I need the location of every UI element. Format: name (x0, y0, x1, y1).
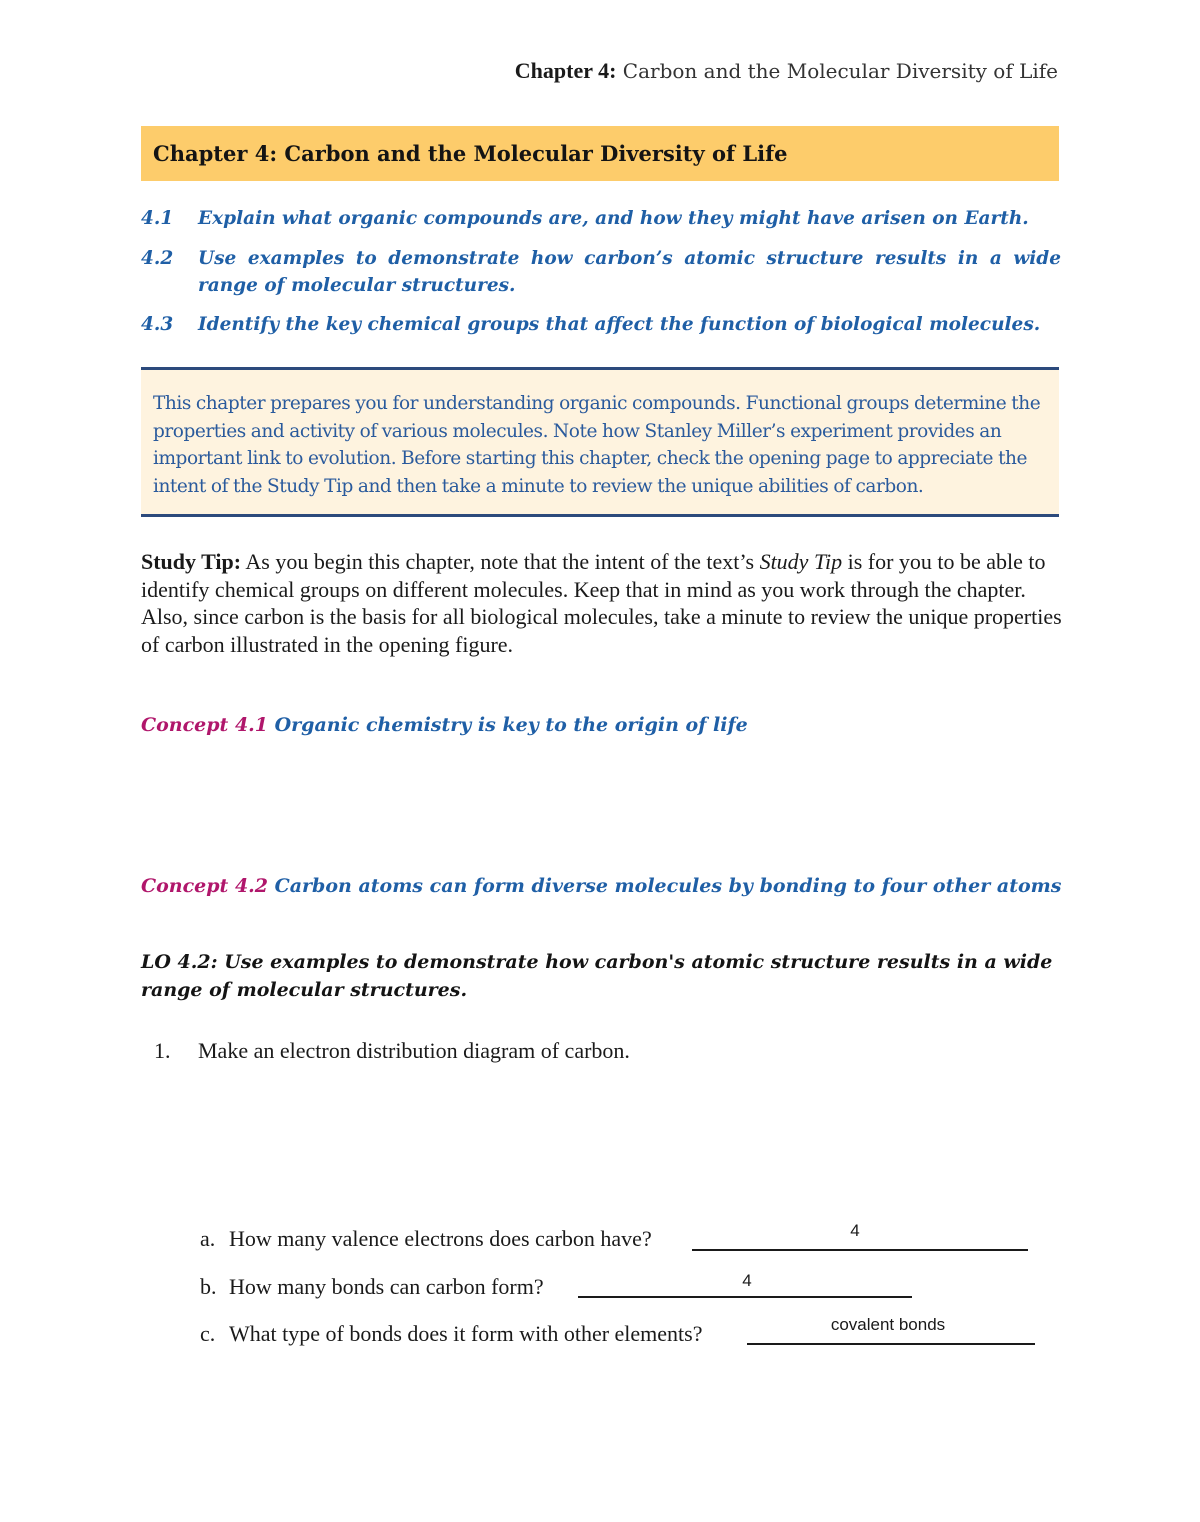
study-tip-text-before: As you begin this chapter, note that the intent of the text’s (241, 549, 760, 574)
answer-c[interactable]: covalent bonds (830, 1315, 946, 1334)
question-1-text: Make an electron distribution diagram of carbon. (198, 1038, 630, 1063)
objective-number: 4.2 (141, 248, 174, 269)
concept-text: Carbon atoms can form diverse molecules by bonding to four other atoms (268, 875, 1062, 897)
objective-4-3 (141, 311, 1061, 339)
study-tip-text-after: is for you to be able to identify chemical groups on different molecules. Keep that in mind as you work through the chapter. Also, since carbon is the basis for all biological molecules, take a minute to review the unique properties of carbon illustrated in the opening figure. (141, 549, 1062, 657)
objective-number: 4.3 (141, 314, 174, 335)
chapter-title-bar (141, 126, 1059, 181)
concept-label: Concept 4.1 (141, 714, 268, 736)
running-header-title: Carbon and the Molecular Diversity of Life (616, 59, 1058, 83)
sub-question-c-text: What type of bonds does it form with other elements? (229, 1321, 703, 1346)
running-header-chapter: Chapter 4: (514, 58, 617, 83)
concept-4-1-heading (141, 714, 748, 736)
study-tip (141, 548, 1063, 658)
answer-a[interactable]: 4 (850, 1221, 860, 1240)
chapter-intro-text: This chapter prepares you for understanding organic compounds. Functional groups determine the properties and activity of various molecules. Note how Stanley Miller’s experiment provides an important link to evolution. Before starting this chapter, check the opening page to appreciate the intent of the Study Tip and then take a minute to review the unique abilities of carbon. (153, 393, 1041, 497)
answer-line-a[interactable] (692, 1249, 1028, 1251)
sub-question-a-text: How many valence electrons does carbon have? (229, 1226, 652, 1251)
study-tip-emphasis: Study Tip (759, 549, 843, 574)
learning-objective-4-2: LO 4.2: Use examples to demonstrate how carbon's atomic structure results in a wide range of molecular structures. (141, 951, 1053, 1001)
answer-b[interactable]: 4 (742, 1271, 752, 1290)
running-header (515, 58, 1058, 84)
answer-line-c[interactable] (747, 1343, 1035, 1345)
objective-4-1 (141, 205, 1061, 233)
concept-label: Concept 4.2 (141, 875, 268, 897)
concept-4-2-heading (141, 875, 1061, 897)
objective-4-2 (141, 245, 1061, 301)
sub-question-a-letter: a. (200, 1226, 216, 1251)
chapter-title: Chapter 4: Carbon and the Molecular Diversity of Life (153, 141, 788, 166)
concept-text: Organic chemistry is key to the origin of life (268, 714, 748, 736)
objective-text: Identify the key chemical groups that affect the function of biological molecules. (198, 314, 1041, 335)
objective-number: 4.1 (141, 208, 174, 229)
sub-question-c-letter: c. (200, 1321, 216, 1346)
chapter-intro-box (141, 367, 1059, 517)
study-tip-label: Study Tip: (141, 549, 242, 574)
sub-question-b-text: How many bonds can carbon form? (229, 1274, 544, 1299)
objective-text: Explain what organic compounds are, and how they might have arisen on Earth. (198, 208, 1029, 229)
answer-line-b[interactable] (578, 1296, 912, 1298)
question-1-number: 1. (154, 1038, 171, 1063)
sub-question-b-letter: b. (200, 1274, 217, 1299)
objective-text: Use examples to demonstrate how carbon’s atomic structure results in a wide range of molecular structures. (198, 248, 1061, 296)
